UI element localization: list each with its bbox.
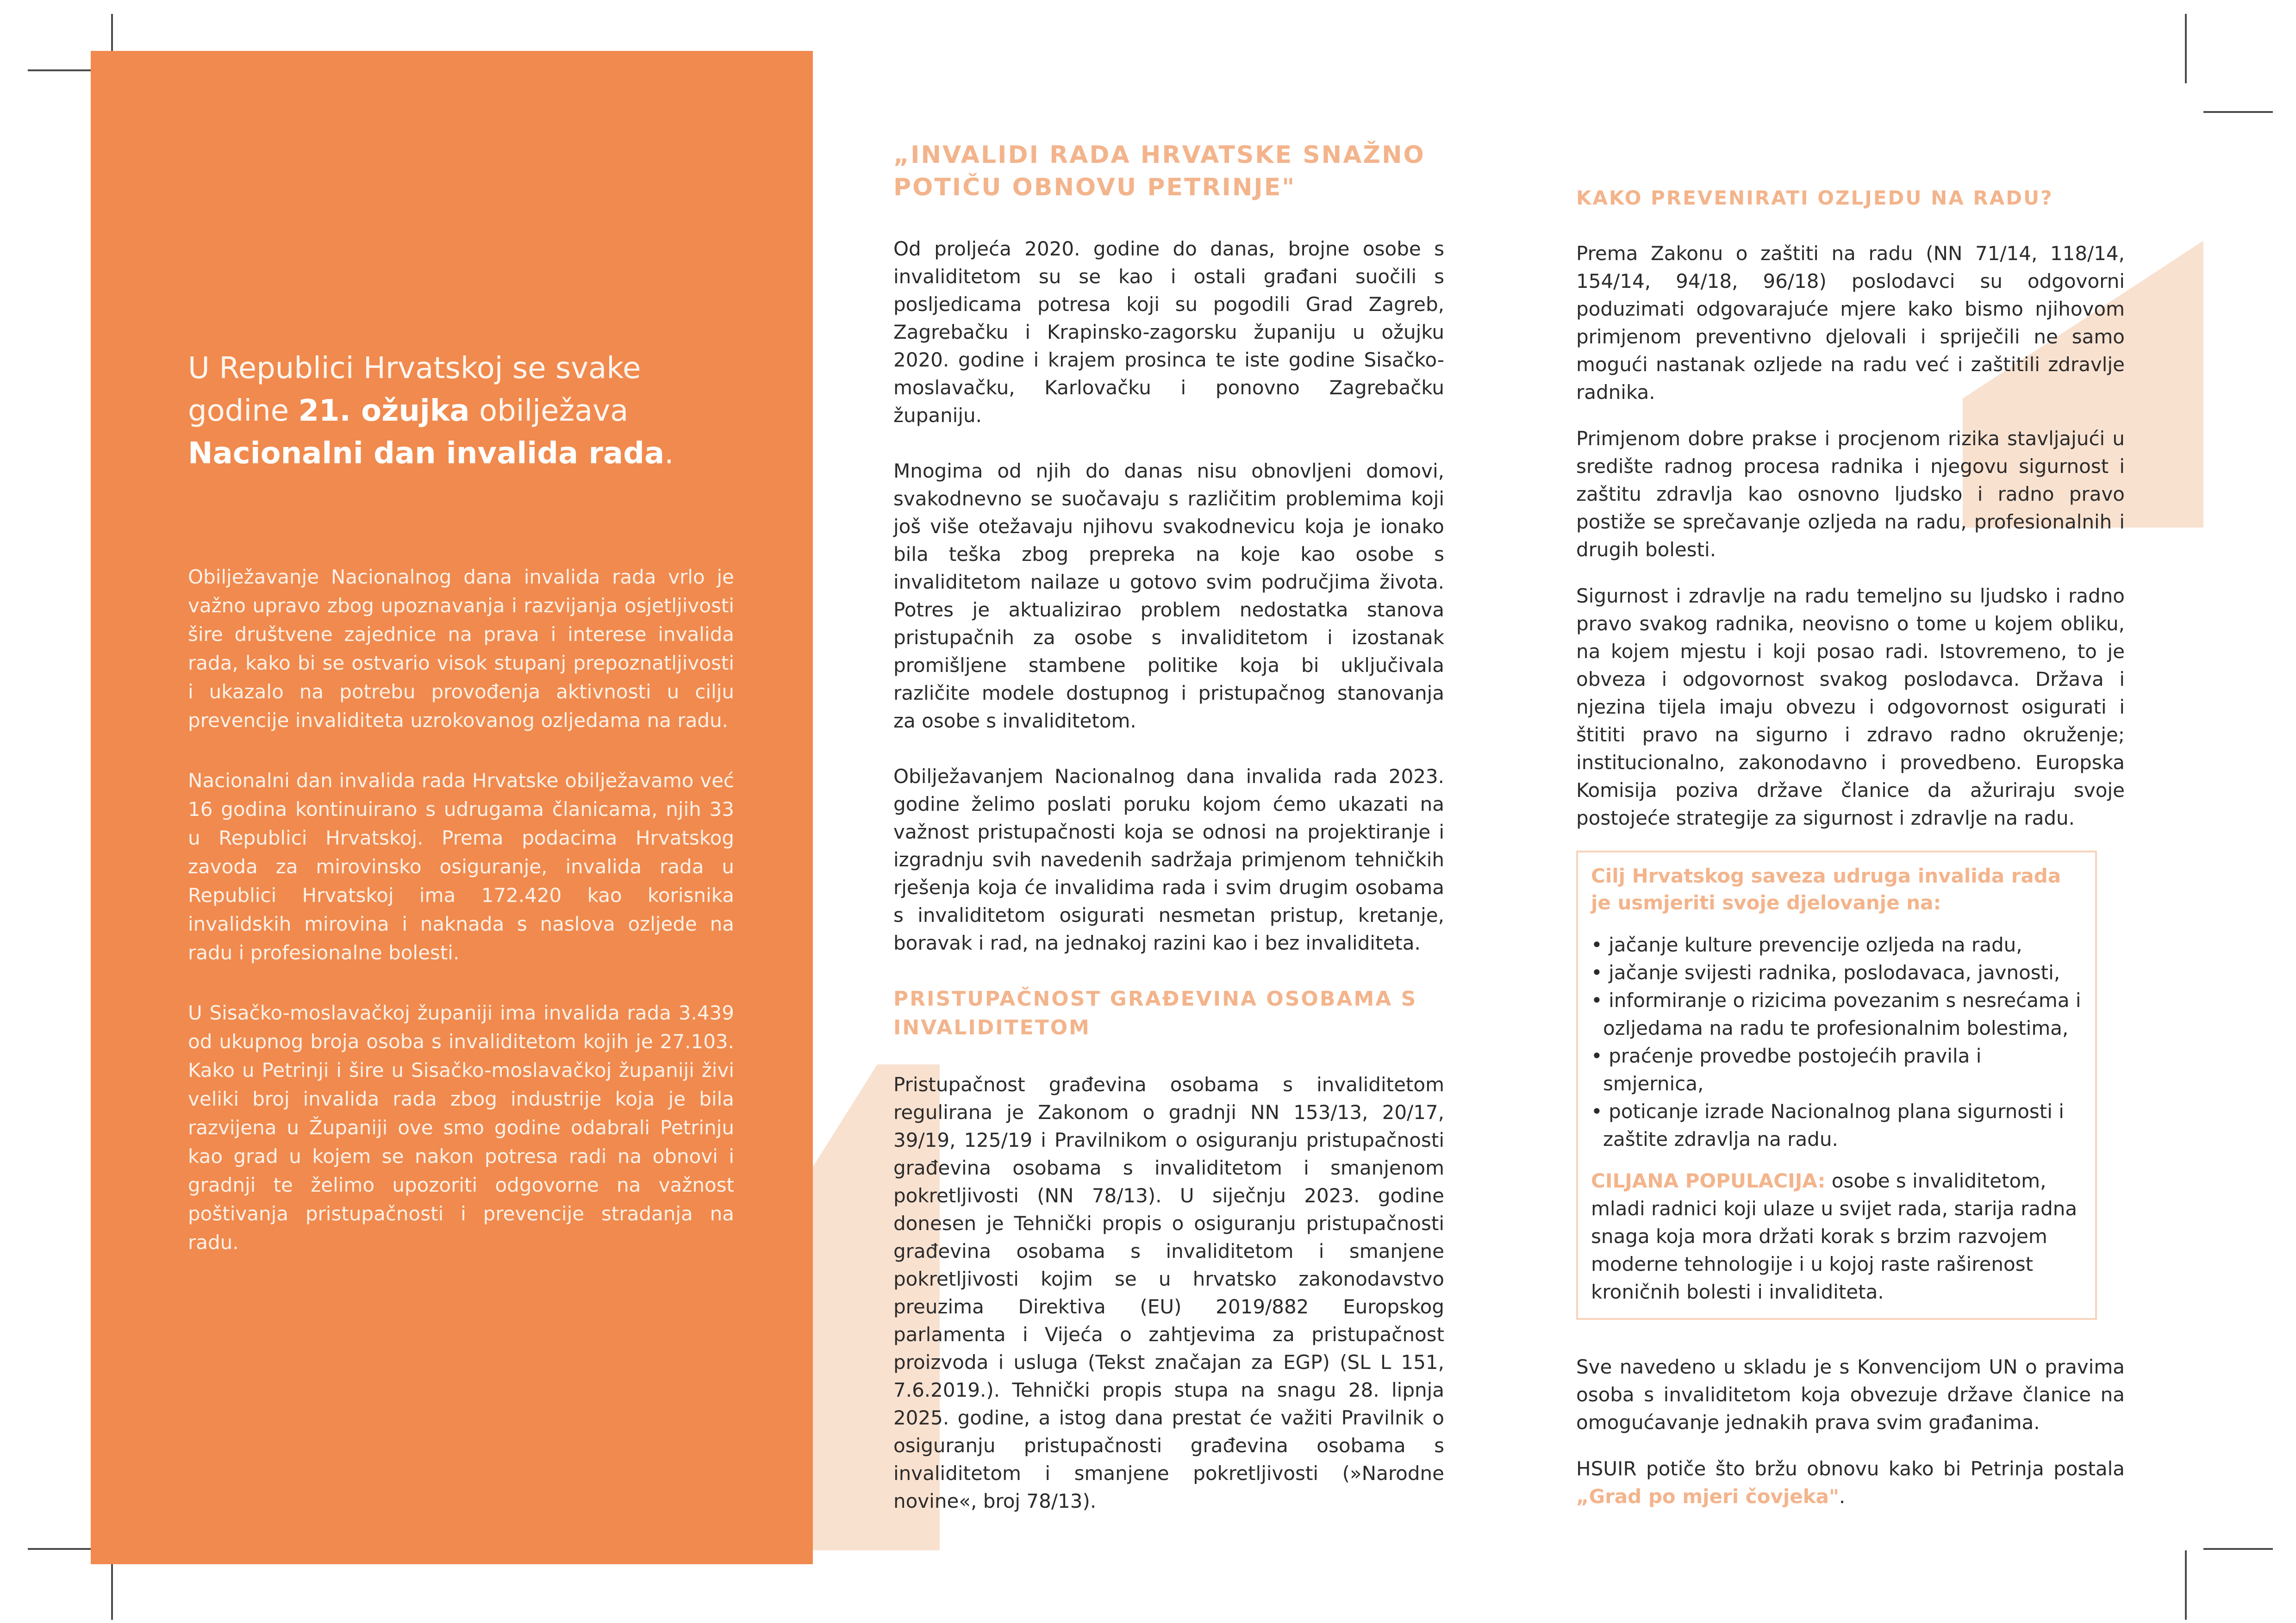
goal-box-title: Cilj Hrvatskog saveza udruga invalida rada je usmjeriti svoje djelovanje na: [1591,864,2061,914]
crop-mark-top-right-h [2203,111,2273,113]
panel-paragraph: Nacionalni dan invalida rada Hrvatske obilježavamo već 16 godina kontinuirano s udrugama članicama, njih 33 u Republici Hrvatskoj. Prema podacima Hrvatskog zavoda za mirovinsko osiguranje, invalida rada u Republici Hrvatskoj ima 172.420 kao korisnika invalidskih mirovina i naknada s naslova ozljede na radu i profesionalne bolesti. [188,769,734,964]
middle-column [893,139,1444,1543]
accessibility-paragraph: Pristupačnost građevina osobama s invaliditetom regulirana je Zakonom o gradnji NN 153/13, 20/17, 39/19, 125/19 i Pravilnikom o osiguranju pristupačnosti građevina osobama s invaliditetom i smanjenom pokretljivosti (NN 78/13). U siječnju 2023. godine donesen je Tehnički propis o osiguranju pristupačnosti građevina osobama s invaliditetom i smanjene pokretljivosti kojim se u hrvatsko zakonodavstvo preuzima Direktiva (EU) 2019/882 Europskog parlamenta i Vijeća o zahtjevima za pristupačnost proizvoda i usluga (Tekst značajan za EGP) (SL L 151, 7.6.2019.). Tehnički propis stupa na snagu 28. lipnja 2025. godine, a istog dana prestat će važiti Pravilnik o osiguranju pristupačnosti građevina osobama s invaliditetom i smanjene pokretljivosti (»Narodne novine«, broj 78/13). [893,1073,1444,1512]
intro-text-start: U Republici Hrvatskoj se svake godine [188,351,641,428]
final-paragraph [1576,1455,2125,1511]
goal-list-item: • poticanje izrade Nacionalnog plana sigurnosti i zaštite zdravlja na radu. [1591,1098,2082,1153]
final-end: . [1839,1485,1846,1508]
prevention-title: KAKO PREVENIRATI OZLJEDU NA RADU? [1576,187,2053,209]
closing-paragraph: Sve navedeno u skladu je s Konvencijom UN o pravima osoba s invaliditetom koja obvezuje države članice na omogućavanje jednakih prava svim građanima. [1576,1356,2125,1434]
target-population [1591,1167,2082,1306]
goal-list-item: • jačanje svijesti radnika, poslodavaca, javnosti, [1591,959,2082,987]
accessibility-section-title: PRISTUPAČNOST GRAĐEVINA OSOBAMA S INVALIDITETOM [893,987,1417,1039]
goal-list [1591,931,2082,1153]
right-paragraph: Primjenom dobre prakse i procjenom rizika stavljajući u središte radnog procesa radnika i njegovu sigurnost i zaštitu zdravlja kao osnovno ljudsko i radno pravo postiže se sprečavanje ozljeda na radu, profesionalnih i drugih bolesti. [1576,427,2125,561]
middle-paragraph: Obilježavanjem Nacionalnog dana invalida rada 2023. godine želimo poslati poruku kojom ćemo ukazati na važnost pristupačnosti koja se odnosi na projektiranje i izgradnju svih navedenih sadržaja primjenom tehničkih rješenja koja će invalidima rada i svim drugim osobama s invaliditetom osigurati nesmetan pristup, kretanje, boravak i rad, na jednakoj razini kao i bez invaliditeta. [893,765,1444,954]
crop-mark-bottom-right-h [2203,1548,2273,1550]
intro-day-name: Nacionalni dan invalida rada [188,436,665,471]
panel-paragraph: Obilježavanje Nacionalnog dana invalida rada vrlo je važno upravo zbog upoznavanja i razvijanja osjetljivosti šire društvene zajednice na prava i interese invalida rada, kako bi se ostvario visok stupanj prepoznatljivosti i ukazalo na potrebu provođenja aktivnosti u cilju prevencije invaliditeta uzrokovanog ozljedama na radu. [188,566,734,732]
goal-list-item: • praćenje provedbe postojećih pravila i smjernica, [1591,1042,2082,1098]
orange-intro-panel [91,51,813,1564]
final-text: HSUIR potiče što bržu obnovu kako bi Petrinja postala [1576,1457,2125,1480]
goal-list-item: • informiranje o rizicima povezanim s nesrećama i ozljedama na radu te profesionalnim bolestima, [1591,987,2082,1042]
right-column [1576,185,2125,1529]
middle-title: „INVALIDI RADA HRVATSKE SNAŽNO POTIČU OBNOVU PETRINJE" [893,141,1425,201]
middle-paragraph: Mnogima od njih do danas nisu obnovljeni domovi, svakodnevno se suočavaju s različitim problemima koji još više otežavaju njihovu svakodnevicu koja je ionako bila teška zbog prepreka na koje kao osobe s invaliditetom nailaze u gotovo svim područjima života. Potres je aktualizirao problem nedostatka stanova pristupačnih za osobe s invaliditetom i izostanak promišljene stambene politike koja bi uključivala različite modele dostupnog i pristupačnog stanovanja za osobe s invaliditetom. [893,460,1444,732]
crop-mark-top-right-v [2185,14,2187,83]
target-population-label: CILJANA POPULACIJA: [1591,1169,1826,1192]
right-paragraph: Prema Zakonu o zaštiti na radu (NN 71/14, 118/14, 154/14, 94/18, 96/18) poslodavci su odgovorni poduzimati odgovarajuće mjere kako bismo njihovom primjenom preventivno djelovali i spriječili ne samo mogući nastanak ozljede na radu već i zaštitili zdravlje radnika. [1576,242,2125,404]
goal-list-item: • jačanje kulture prevencije ozljeda na radu, [1591,931,2082,959]
intro-date: 21. ožujka [298,394,470,428]
intro-text-mid: obilježava [469,394,629,428]
right-paragraph: Sigurnost i zdravlje na radu temeljno su ljudsko i radno pravo svakog radnika, neovisno o tome u kojem obliku, na kojem mjestu i koji posao radi. Istovremeno, to je obveza i odgovornost svakog poslodavca. Država i njezina tijela imaju obvezu i odgovornost osigurati i štititi pravo na sigurno i zdravo radno okruženje; institucionalno, zakonodavno i provedbeno. Europska Komisija poziva države članice da ažuriraju svoje postojeće strategije za sigurnost i zdravlje na radu. [1576,585,2125,829]
goal-box [1576,851,2097,1320]
crop-mark-top-left-h [28,69,97,71]
final-slogan: „Grad po mjeri čovjeka" [1576,1485,1839,1508]
crop-mark-bottom-left-h [28,1548,97,1550]
panel-content [188,347,734,1288]
intro-text-end: . [664,436,674,471]
crop-mark-bottom-right-v [2185,1550,2187,1620]
middle-paragraph: Od proljeća 2020. godine do danas, brojne osobe s invaliditetom su se kao i ostali građani suočili s posljedicama potresa koji su pogodili Grad Zagreb, Zagrebačku i Krapinsko-zagorsku županiju u ožujku 2020. godine i krajem prosinca te iste godine Sisačko-moslavačku, Karlovačku i ponovno Zagrebačku županiju. [893,237,1444,427]
target-population-text: osobe s invaliditetom, mladi radnici koji ulaze u svijet rada, starija radna snaga koja mora držati korak s brzim razvojem moderne tehnologije i u kojoj raste raširenost kroničnih bolesti i invaliditeta. [1591,1169,2078,1303]
panel-paragraph: U Sisačko-moslavačkoj županiji ima invalida rada 3.439 od ukupnog broja osoba s invaliditetom kojih je 27.103. Kako u Petrinji i šire u Sisačko-moslavačkoj županiji živi veliki broj invalida rada zbog industrije koja je bila razvijena u Županiji ove smo godine odabrali Petrinju kao grad u kojem se nakon potresa radi na obnovi i gradnji te želimo upozoriti odgovorne na važnost poštivanja pristupačnosti i prevencije stradanja na radu. [188,1001,734,1254]
panel-intro [188,347,734,475]
